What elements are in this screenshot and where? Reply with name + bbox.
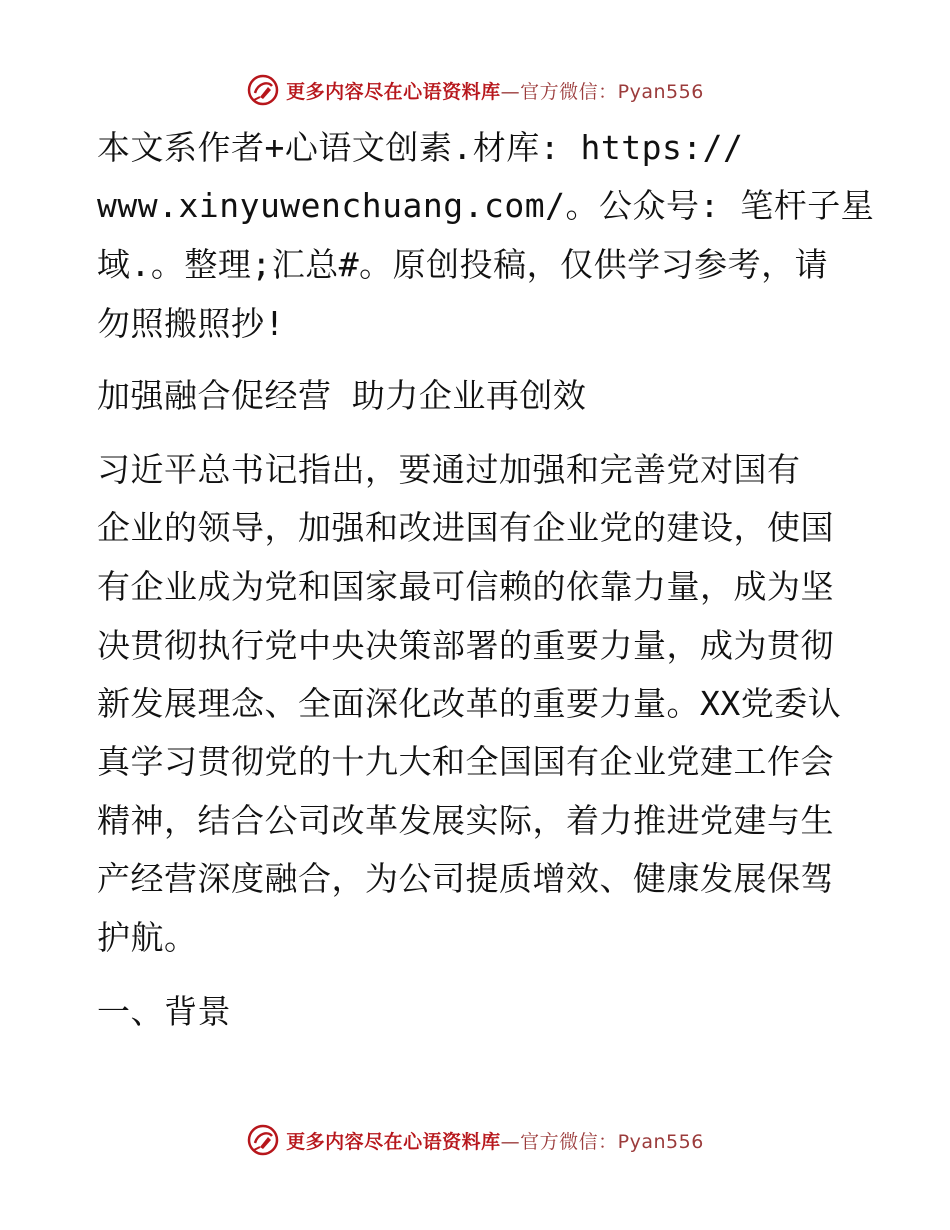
document-title: 加强融合促经营 助力企业再创效 [97, 376, 587, 415]
paragraph-line: 精神，结合公司改革发展实际，着力推进党建与生 [97, 801, 834, 840]
paragraph-line: 有企业成为党和国家最可信赖的依靠力量，成为坚 [97, 567, 834, 606]
footer-banner-text: 更多内容尽在心语资料库—官方微信：Pyan556 [286, 1130, 704, 1153]
notice-line: 本文系作者+心语文创素.材库: https:// [97, 128, 744, 167]
footer-banner [0, 1122, 950, 1158]
paragraph-line: 习近平总书记指出，要通过加强和完善党对国有 [97, 450, 801, 489]
paragraph-line: 新发展理念、全面深化改革的重要力量。XX党委认 [97, 684, 842, 723]
paragraph-line: 企业的领导，加强和改进国有企业党的建设，使国 [97, 508, 834, 547]
paragraph-line: 护航。 [97, 918, 198, 957]
xinyu-logo-icon [246, 1123, 280, 1157]
xinyu-logo-icon [246, 73, 280, 107]
paragraph-line: 产经营深度融合，为公司提质增效、健康发展保驾 [97, 859, 834, 898]
notice-line: www.xinyuwenchuang.com/。公众号: 笔杆子星 [97, 186, 875, 225]
header-banner [0, 72, 950, 108]
section-heading: 一、背景 [97, 992, 231, 1031]
notice-line: 域.。整理;汇总#。原创投稿，仅供学习参考，请 [97, 245, 829, 284]
paragraph-line: 决贯彻执行党中央决策部署的重要力量，成为贯彻 [97, 626, 834, 665]
paragraph-line: 真学习贯彻党的十九大和全国国有企业党建工作会 [97, 742, 834, 781]
notice-line: 勿照搬照抄! [97, 304, 285, 343]
header-banner-text: 更多内容尽在心语资料库—官方微信：Pyan556 [286, 80, 704, 103]
